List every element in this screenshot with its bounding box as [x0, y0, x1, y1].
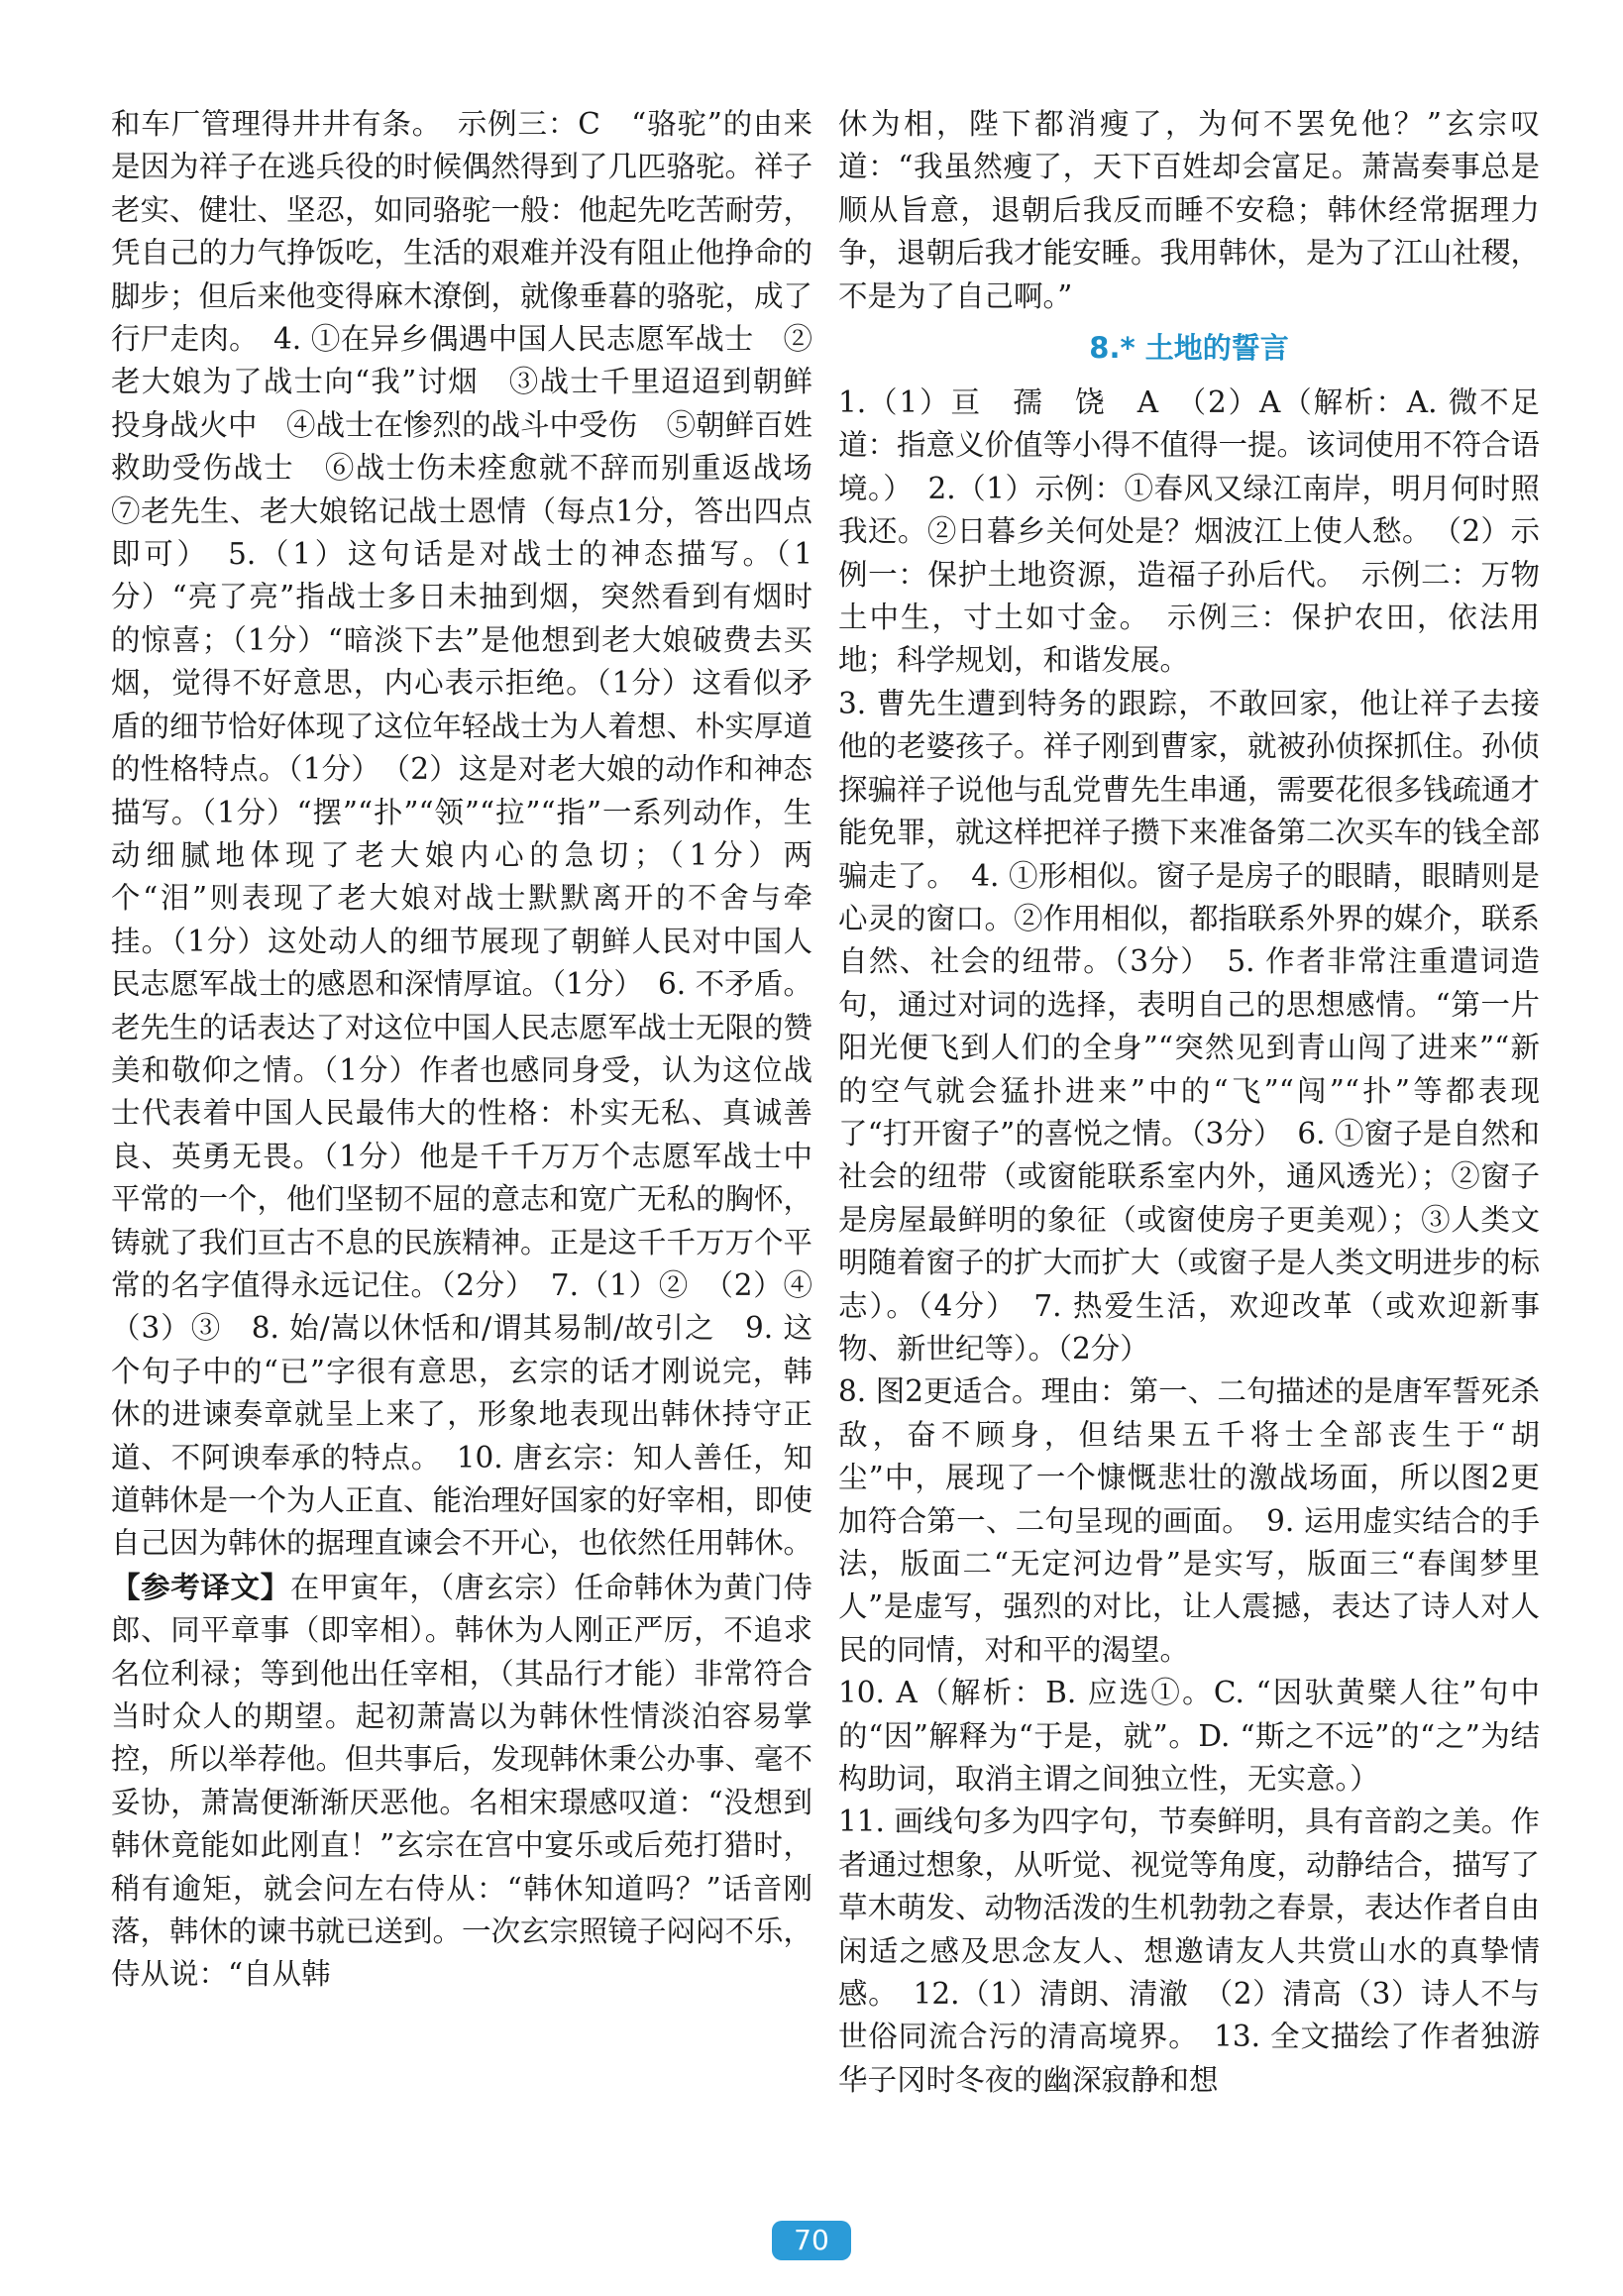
answer-item-8-9: 8. 图2更适合。理由：第一、二句描述的是唐军誓死杀敌，奋不顾身，但结果五千将士全部丧生于“胡尘”中，展现了一个慷慨悲壮的激战场面，所以图2更加符合第一、二句呈现的画面。 9. 运用虚实结合的手法，版面二“无定河边骨”是实写，版面三“春闺梦里人”是虚写，强烈的对比，让人震撼，表达了诗人对人民的同情，对和平的渴望。 [838, 1374, 1540, 1667]
answer-text-left: 和车厂管理得井井有条。 示例三：C “骆驼”的由来是因为祥子在逃兵役的时候偶然得到了几匹骆驼。祥子老实、健壮、坚忍，如同骆驼一般：他起先吃苦耐劳，凭自己的力气挣饭吃，生活的艰难并没有阻止他挣命的脚步；但后来他变得麻木潦倒，就像垂暮的骆驼，成了行尸走肉。 4. ①在异乡偶遇中国人民志愿军战士 ②老大娘为了战士向“我”讨烟 ③战士千里迢迢到朝鲜投身战火中 ④战士在惨烈的战斗中受伤 ⑤朝鲜百姓救助受伤战士 ⑥战士伤未痊愈就不辞而别重返战场 ⑦老先生、老大娘铭记战士恩情（每点1分，答出四点即可） 5.（1）这句话是对战士的神态描写。（1分）“亮了亮”指战士多日未抽到烟，突然看到有烟时的惊喜；（1分）“暗淡下去”是他想到老大娘破费去买烟，觉得不好意思，内心表示拒绝。（1分）这看似矛盾的细节恰好体现了这位年轻战士为人着想、朴实厚道的性格特点。（1分） （2）这是对老大娘的动作和神态描写。（1分）“摆”“扑”“领”“拉”“指”一系列动作，生动细腻地体现了老大娘内心的急切；（1分）两个“泪”则表现了老大娘对战士默默离开的不舍与牵挂。（1分）这处动人的细节展现了朝鲜人民对中国人民志愿军战士的感恩和深情厚谊。（1分） 6. 不矛盾。老先生的话表达了对这位中国人民志愿军战士无限的赞美和敬仰之情。（1分）作者也感同身受，认为这位战士代表着中国人民最伟大的性格：朴实无私、真诚善良、英勇无畏。（1分）他是千千万万个志愿军战士中平常的一个，他们坚韧不屈的意志和宽广无私的胸怀，铸就了我们亘古不息的民族精神。正是这千千万万个平常的名字值得永远记住。（2分） 7.（1）② （2）④ （3）③ 8. 始/嵩以休恬和/谓其易制/故引之 9. 这个句子中的“已”字很有意思，玄宗的话才刚说完，韩休的进谏奏章就呈上来了，形象地表现出韩休持守正道、不阿谀奉承的特点。 10. 唐玄宗：知人善任，知道韩休是一个为人正直、能治理好国家的好宰相，即使自己因为韩休的据理直谏会不开心，也依然任用韩休。 [111, 107, 842, 1561]
answer-item-1-2: 1.（1）亘 孺 饶 A （2）A（解析：A. 微不足道：指意义价值等小得不值得一提。该词使用不符合语境。） 2.（1）示例：①春风又绿江南岸，明月何时照我还。②日暮乡关何处是？烟波江上使人愁。 （2）示例一：保护土地资源，造福子孙后代。 示例二：万物土中生，寸土如寸金。 示例三：保护农田，依法用地；科学规划，和谐发展。 [838, 385, 1541, 678]
page-number-badge: 70 [772, 2221, 851, 2260]
section-title: 8.* 土地的誓言 [1089, 331, 1289, 366]
answer-item-10: 10. A（解析：B. 应选①。C. “因驮黄檗人往”句中的“因”解释为“于是，就”。D. “斯之不远”的“之”为结构助词，取消主谓之间独立性，无实意。） [838, 1676, 1540, 1797]
right-column [838, 103, 1540, 2102]
reference-label: 【参考译文】 [111, 1569, 290, 1604]
reference-translation-continued: 休为相，陛下都消瘦了，为何不罢免他？”玄宗叹道：“我虽然瘦了，天下百姓却会富足。萧嵩奏事总是顺从旨意，退朝后我反而睡不安稳；韩休经常据理力争，退朝后我才能安睡。我用韩休，是为了江山社稷，不是为了自己啊。” [838, 107, 1541, 313]
reference-translation [111, 1566, 812, 1997]
reference-translation-text: 在甲寅年，（唐玄宗）任命韩休为黄门侍郎、同平章事（即宰相）。韩休为人刚正严厉，不追求名位利禄；等到他出任宰相，（其品行才能）非常符合当时众人的期望。起初萧嵩以为韩休性情淡泊容易掌控，所以举荐他。但共事后，发现韩休秉公办事、毫不妥协，萧嵩便渐渐厌恶他。名相宋璟感叹道：“没想到韩休竟能如此刚直！”玄宗在宫中宴乐或后苑打猎时，稍有逾矩，就会问左右侍从：“韩休知道吗？”话音刚落，韩休的谏书就已送到。一次玄宗照镜子闷闷不乐，侍从说：“自从韩 [111, 1570, 813, 1992]
answer-item-3-7: 3. 曹先生遭到特务的跟踪，不敢回家，他让祥子去接他的老婆孩子。祥子刚到曹家，就被孙侦探抓住。孙侦探骗祥子说他与乱党曹先生串通，需要花很多钱疏通才能免罪，就这样把祥子攒下来准备第二次买车的钱全部骗走了。 4. ①形相似。窗子是房子的眼睛，眼睛则是心灵的窗口。②作用相似，都指联系外界的媒介，联系自然、社会的纽带。（3分） 5. 作者非常注重遣词造句，通过对词的选择，表明自己的思想感情。“第一片阳光便飞到人们的全身”“突然见到青山闯了进来”“新的空气就会猛扑进来”中的“飞”“闯”“扑”等都表现了“打开窗子”的喜悦之情。（3分） 6. ①窗子是自然和社会的纽带（或窗能联系室内外，通风透光）；②窗子是房屋最鲜明的象征（或窗使房子更美观）；③人类文明随着窗子的扩大而扩大（或窗子是人类文明进步的标志）。（4分） 7. 热爱生活，欢迎改革（或欢迎新事物、新世纪等）。（2分） [838, 686, 1541, 1366]
answer-item-11-13: 11. 画线句多为四字句，节奏鲜明，具有音韵之美。作者通过想象，从听觉、视觉等角度，动静结合，描写了草木萌发、动物活泼的生机勃勃之春景，表达作者自由闲适之感及思念友人、想邀请友人共赏山水的真挚情感。 12.（1）清朗、清澈 （2）清高（3）诗人不与世俗同流合污的清高境界。 13. 全文描绘了作者独游华子冈时冬夜的幽深寂静和想 [838, 1804, 1541, 2097]
left-column [111, 103, 842, 1997]
